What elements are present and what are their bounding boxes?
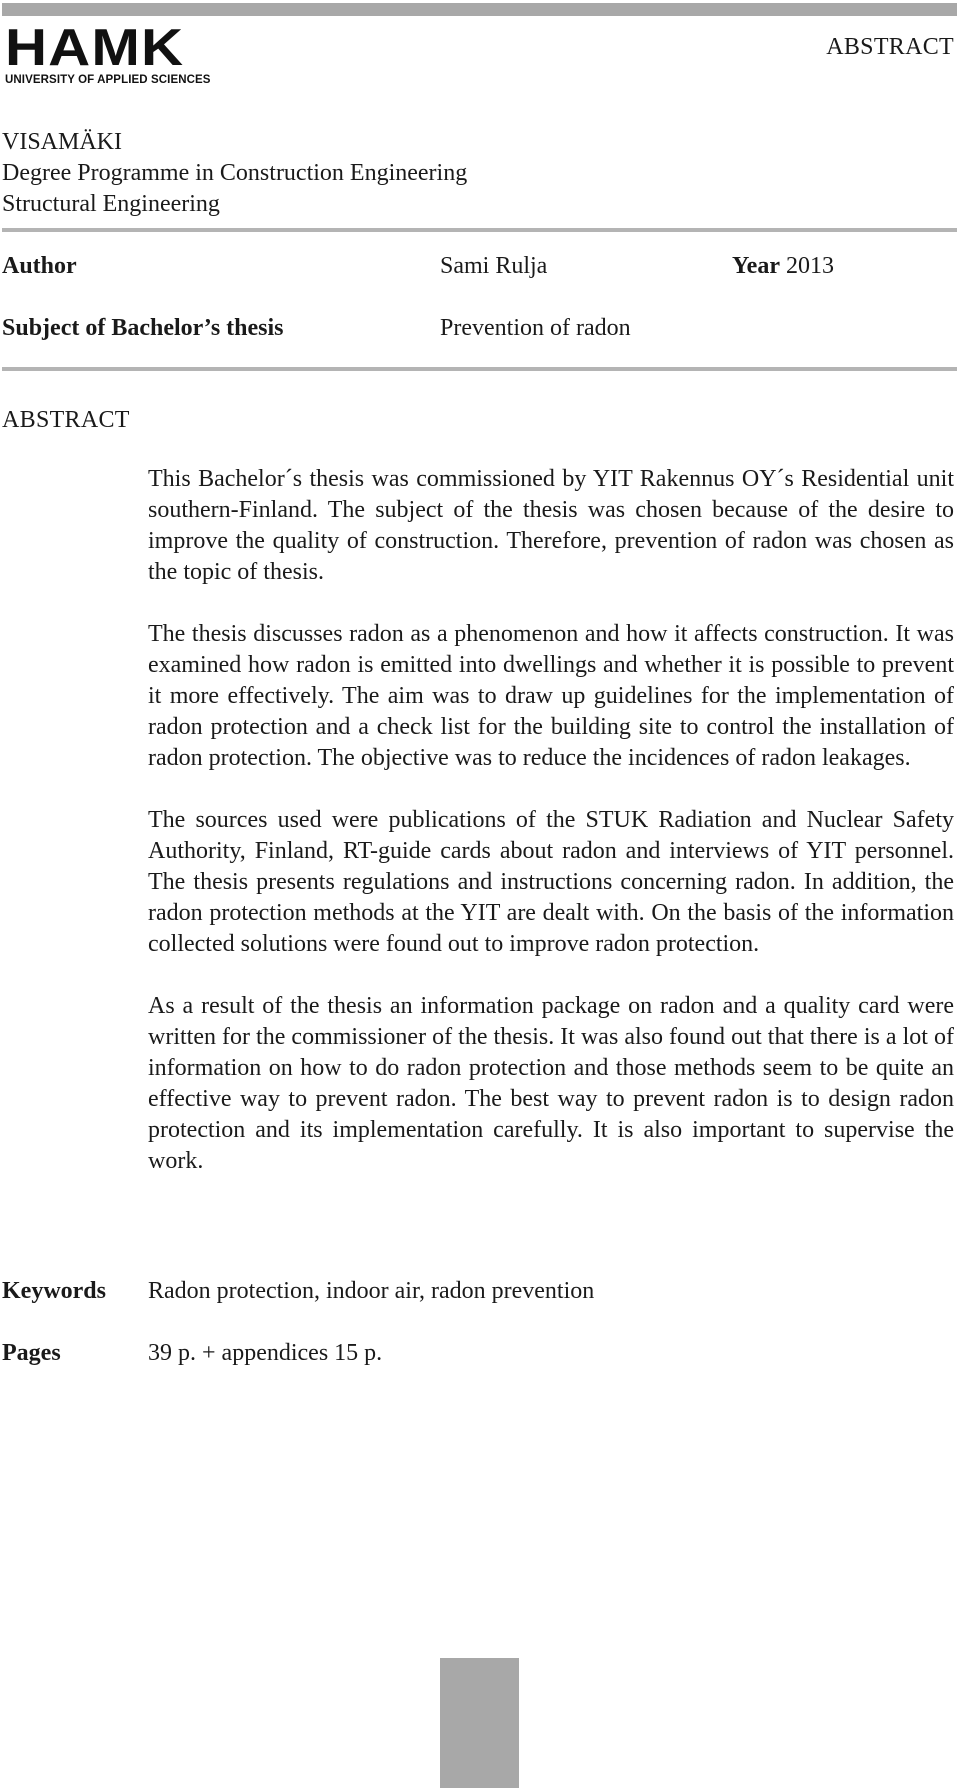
keywords-value: Radon protection, indoor air, radon prevention (148, 1278, 595, 1304)
abstract-body (148, 464, 954, 1208)
year-label: Year (732, 253, 780, 279)
author-label-text: Author (2, 253, 77, 279)
pages-label: Pages (2, 1340, 61, 1366)
hamk-logo (5, 19, 245, 88)
year-field (732, 253, 834, 280)
year-value: 2013 (785, 253, 834, 279)
specialisation: Structural Engineering (2, 191, 220, 217)
divider-rule (2, 228, 957, 232)
subject-label-text: Subject of Bachelor’s thesis (2, 315, 284, 341)
keywords-label: Keywords (2, 1278, 106, 1304)
logo-subtitle: UNIVERSITY OF APPLIED SCIENCES (5, 74, 211, 86)
header-title: ABSTRACT (826, 34, 954, 60)
abstract-heading: ABSTRACT (2, 407, 130, 433)
abstract-paragraph: As a result of the thesis an information package on radon and a quality card were written for the commissioner of the thesis. It was also found out that there is a lot of information on how to do radon protection and those methods seem to be quite an effective way to prevent radon. The best way to prevent radon is to design radon protection and its implementation carefully. It is also important to supervise the work. (148, 993, 954, 1174)
campus-name: VISAMÄKI (2, 129, 122, 155)
footer-decorative-block (440, 1658, 519, 1788)
pages-value: 39 p. + appendices 15 p. (148, 1340, 383, 1366)
author-label (2, 253, 77, 280)
degree-programme: Degree Programme in Construction Engineering (2, 160, 468, 186)
abstract-paragraph: This Bachelor´s thesis was commissioned by YIT Rakennus OY´s Residential unit southern-Finland. The subject of the thesis was chosen because of the desire to improve the quality of construction. Therefore, prevention of radon was chosen as the topic of thesis. (148, 466, 954, 585)
abstract-paragraph: The thesis discusses radon as a phenomenon and how it affects construction. It was examined how radon is emitted into dwellings and whether it is possible to prevent it more effectively. The aim was to draw up guidelines for the implementation of radon protection and a check list for the building site to control the installation of radon protection. The objective was to reduce the incidences of radon leakages. (148, 621, 954, 771)
logo-wordmark: HAMK (5, 19, 185, 77)
subject-label (2, 315, 284, 342)
divider-rule (2, 367, 957, 371)
subject-value: Prevention of radon (440, 315, 631, 341)
author-value: Sami Rulja (440, 253, 548, 279)
top-decorative-bar (2, 3, 957, 16)
institution-block (2, 127, 467, 220)
abstract-paragraph: The sources used were publications of the STUK Radiation and Nuclear Safety Authority, Finland, RT-guide cards about radon and interviews of YIT personnel. The thesis presents regulations and instructions concerning radon. In addition, the radon protection methods at the YIT are dealt with. On the basis of the information collected solutions were found out to improve radon protection. (148, 807, 954, 957)
